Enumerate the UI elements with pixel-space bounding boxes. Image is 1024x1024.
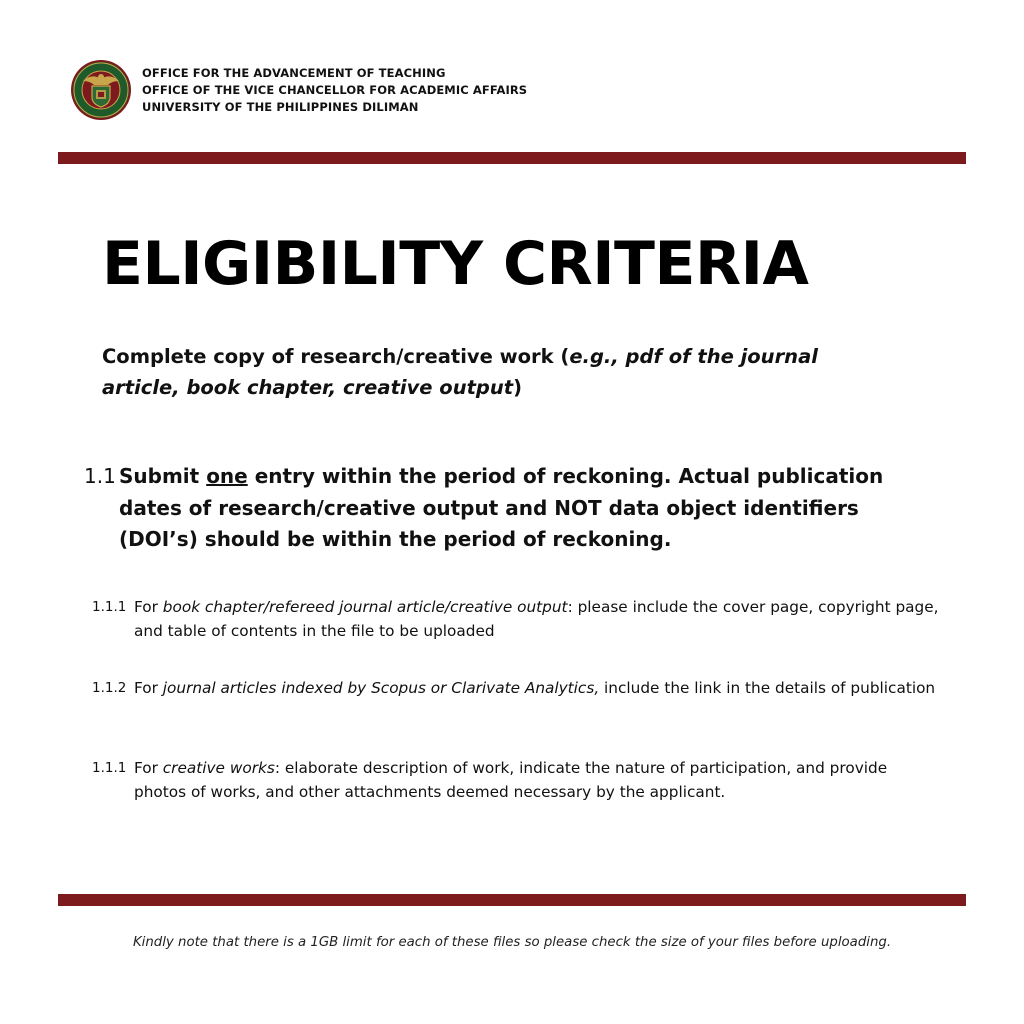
header — [70, 58, 527, 122]
office-lines — [142, 65, 527, 115]
sub-criterion-rest: include the link in the details of publication — [599, 679, 936, 697]
sub-criterion-text — [134, 676, 935, 700]
university-seal-icon — [70, 59, 132, 121]
sub-criterion-creative-works — [92, 756, 942, 804]
sub-criterion-number: 1.1.1 — [92, 599, 127, 615]
criterion-text-before: Submit — [119, 464, 207, 488]
bottom-divider — [58, 894, 966, 906]
sub-criterion-prefix: For — [134, 759, 163, 777]
intro-requirement — [102, 341, 892, 403]
office-line-teaching: OFFICE FOR THE ADVANCEMENT OF TEACHING — [142, 66, 446, 80]
sub-criterion-number: 1.1.1 — [92, 760, 127, 776]
criterion-1-1 — [84, 461, 914, 556]
sub-criterion-topic: journal articles indexed by Scopus or Clarivate Analytics, — [162, 679, 600, 697]
sub-criterion-topic: book chapter/refereed journal article/creative output — [162, 598, 568, 616]
sub-criterion-number: 1.1.2 — [92, 680, 127, 696]
sub-criterion-rest: : elaborate description of work, indicate the nature of participation, and provide photos of works, and other attachments deemed necessary by the applicant. — [134, 759, 888, 801]
sub-criterion-indexed-journals — [92, 676, 942, 700]
criterion-number: 1.1 — [84, 464, 116, 488]
sub-criterion-topic: creative works — [162, 759, 275, 777]
sub-criterion-text — [134, 756, 942, 804]
top-divider — [58, 152, 966, 164]
page-title: ELIGIBILITY CRITERIA — [102, 229, 809, 299]
sub-criterion-prefix: For — [134, 598, 163, 616]
criterion-emphasis: one — [206, 464, 248, 488]
intro-close: ) — [513, 376, 522, 399]
file-size-note: Kindly note that there is a 1GB limit for each of these files so please check the size of your files before uploading. — [132, 935, 892, 950]
sub-criterion-book-chapter — [92, 595, 942, 643]
intro-lead: Complete copy of research/creative work ( — [102, 345, 570, 368]
sub-criterion-rest: : please include the cover page, copyright page, and table of contents in the file to be uploaded — [134, 598, 939, 640]
sub-criterion-text — [134, 595, 942, 643]
criterion-text — [119, 461, 914, 556]
office-line-university: UNIVERSITY OF THE PHILIPPINES DILIMAN — [142, 100, 419, 114]
office-line-vice-chancellor: OFFICE OF THE VICE CHANCELLOR FOR ACADEMIC AFFAIRS — [142, 83, 528, 97]
sub-criterion-prefix: For — [134, 679, 163, 697]
criterion-text-after: entry within the period of reckoning. Actual publication dates of research/creative output and NOT data object identifiers (DOI’s) should be within the period of reckoning. — [119, 464, 884, 551]
intro-examples: e.g., pdf of the journal article, book chapter, creative output — [102, 345, 818, 399]
